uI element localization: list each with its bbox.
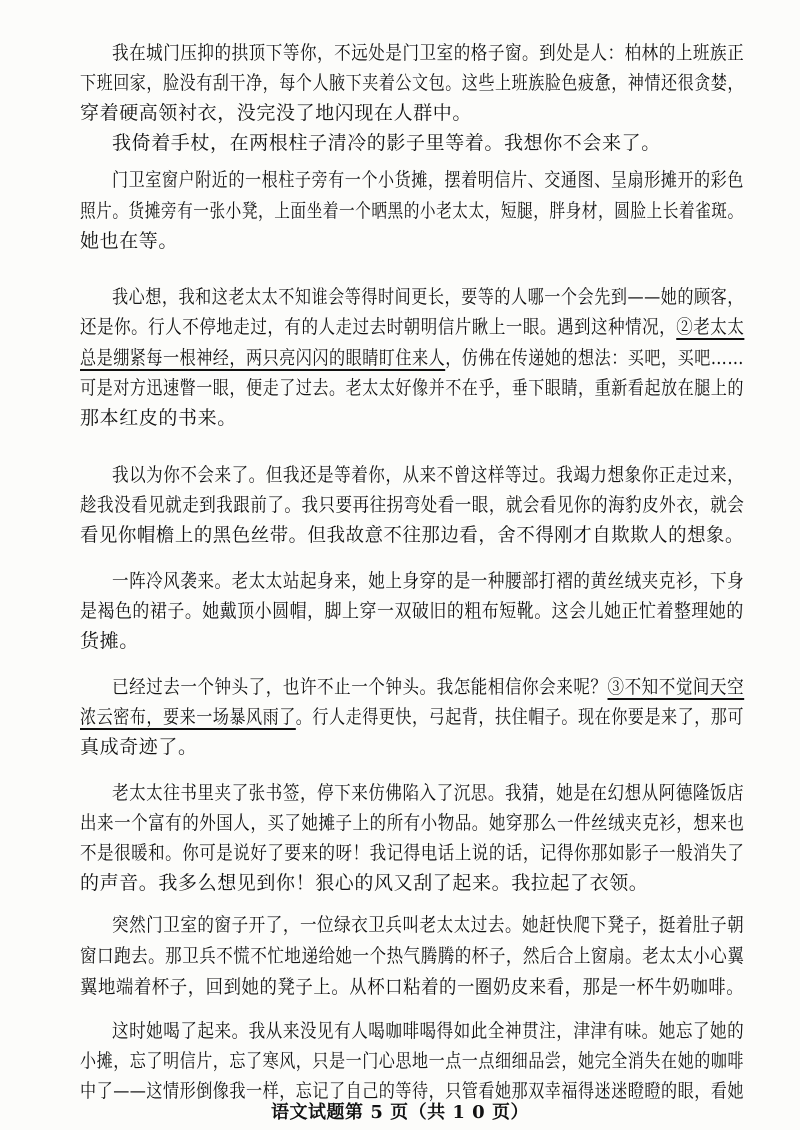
text-line <box>112 1016 744 1046</box>
text-line <box>80 732 198 762</box>
text-line <box>80 838 744 868</box>
text-line <box>80 403 237 433</box>
line-text: 这时她喝了起来。我从来没见有人喝咖啡喝得如此全神贯注，津津有味。她忘了她的 <box>112 1020 745 1042</box>
text-line <box>80 490 744 520</box>
text-line <box>112 282 744 312</box>
line-text: 还是你。行人不停地走过，有的人走过去时朝明信片瞅上一眼。遇到这种情况， <box>80 316 677 338</box>
line-text: 出来一个富有的外国人，买了她摊子上的所有小物品。她穿那么一件丝绒夹克衫，想来也 <box>80 812 745 834</box>
line-text: ，仿佛在传递她的想法：买吧，买吧…… <box>445 347 745 369</box>
line-text: 突然门卫室的窗子开了，一位绿衣卫兵叫老太太过去。她赶快爬下凳子，挺着肚子朝 <box>112 914 745 936</box>
text-line <box>112 460 744 490</box>
line-text: 一阵冷风袭来。老太太站起身来，她上身穿的是一种腰部打褶的黄丝绒夹克衫，下身 <box>112 570 745 592</box>
line-text: 已经过去一个钟头了，也许不止一个钟头。我怎能相信你会来呢？ <box>112 676 608 698</box>
line-text: 我在城门压抑的拱顶下等你，不远处是门卫室的格子窗。到处是人：柏林的上班族正 <box>112 42 745 64</box>
line-text: 真成奇迹了。 <box>80 736 198 758</box>
line-text: 不是很暖和。你可是说好了要来的呀！我记得电话上说的话，记得你那如影子一般消失了 <box>80 842 745 864</box>
text-line <box>112 165 744 195</box>
line-text: 可是对方迅速瞥一眼，便走了过去。老太太好像并不在乎，垂下眼睛，重新看起放在腿上的 <box>80 377 745 399</box>
text-line <box>80 68 744 98</box>
text-line <box>112 38 744 68</box>
text-line <box>80 98 472 128</box>
underlined-sentence: ②老太太 <box>676 316 745 338</box>
line-text: 那本红皮的书来。 <box>80 407 237 429</box>
text-line <box>112 910 744 940</box>
text-line <box>80 972 744 1002</box>
line-text: 看见你帽檐上的黑色丝带。但我故意不往那边看，舍不得刚才自欺欺人的想象。 <box>80 524 745 546</box>
line-text: 是褐色的裙子。她戴顶小圆帽，脚上穿一双破旧的粗布短靴。这会儿她正忙着整理她的 <box>80 600 744 622</box>
text-line <box>80 626 139 656</box>
underlined-sentence: 总是绷紧每一根神经，两只亮闪闪的眼睛盯住来人 <box>80 347 446 369</box>
underlined-sentence: 浓云密布，要来一场暴风雨了 <box>80 706 296 728</box>
text-line <box>80 808 744 838</box>
text-line <box>80 373 744 403</box>
text-line <box>80 868 648 898</box>
line-text: 的声音。我多么想见到你！狠心的风又刮了起来。我拉起了衣领。 <box>80 872 649 894</box>
line-text: 我倚着手杖，在两根柱子清冷的影子里等着。我想你不会来了。 <box>112 132 661 154</box>
text-line <box>112 672 744 702</box>
line-text: 下班回家，脸没有刮干净，每个人腋下夹着公文包。这些上班族脸色疲惫，神情还很贪婪， <box>80 72 745 94</box>
line-text: 门卫室窗户附近的一根柱子旁有一个小货摊，摆着明信片、交通图、呈扇形摊开的彩色 <box>112 169 744 191</box>
text-line <box>80 520 744 550</box>
line-text: 小摊，忘了明信片，忘了寒风，只是一门心思地一点一点细细品尝，她完全消失在她的咖啡 <box>80 1050 745 1072</box>
line-text: 照片。货摊旁有一张小凳，上面坐着一个晒黑的小老太太，短腿，胖身材，圆脸上长着雀斑。 <box>80 200 744 222</box>
text-line <box>80 343 744 373</box>
line-text: 我以为你不会来了。但我还是等着你，从来不曾这样等过。我竭力想象你正走过来， <box>112 464 745 486</box>
line-text: 她也在等。 <box>80 230 179 252</box>
line-text: 翼地端着杯子，回到她的凳子上。从杯口粘着的一圈奶皮来看，那是一杯牛奶咖啡。 <box>80 976 745 998</box>
underlined-sentence: ③不知不觉间天空 <box>607 676 745 698</box>
text-line <box>80 1046 744 1076</box>
line-text: 趁我没看见就走到我跟前了。我只要再往拐弯处看一眼，就会看见你的海豹皮外衣，就会 <box>80 494 745 516</box>
text-line <box>112 778 744 808</box>
text-line <box>80 226 178 256</box>
page-footer: 语文试题第 5 页（共 1 0 页） <box>271 1102 529 1123</box>
line-text: 。行人走得更快，弓起背，扶住帽子。现在你要是来了，那可 <box>295 706 745 728</box>
text-line <box>80 941 744 971</box>
text-line <box>80 312 744 342</box>
text-line <box>80 596 744 626</box>
text-line <box>112 128 661 158</box>
line-text: 货摊。 <box>80 630 139 652</box>
line-text: 中了——这情形倒像我一样，忘记了自己的等待，只管看她那双幸福得迷迷瞪瞪的眼，看她 <box>80 1080 745 1102</box>
line-text: 穿着硬高领衬衣，没完没了地闪现在人群中。 <box>80 102 473 124</box>
line-text: 老太太往书里夹了张书签，停下来仿佛陷入了沉思。我猜，她是在幻想从阿德隆饭店 <box>112 782 745 804</box>
line-text: 我心想，我和这老太太不知谁会等得时间更长，要等的人哪一个会先到——她的顾客， <box>112 286 744 308</box>
text-line <box>112 566 744 596</box>
text-line <box>80 196 744 226</box>
text-line <box>80 702 744 732</box>
line-text: 窗口跑去。那卫兵不慌不忙地递给她一个热气腾腾的杯子，然后合上窗扇。老太太小心翼 <box>80 945 745 967</box>
